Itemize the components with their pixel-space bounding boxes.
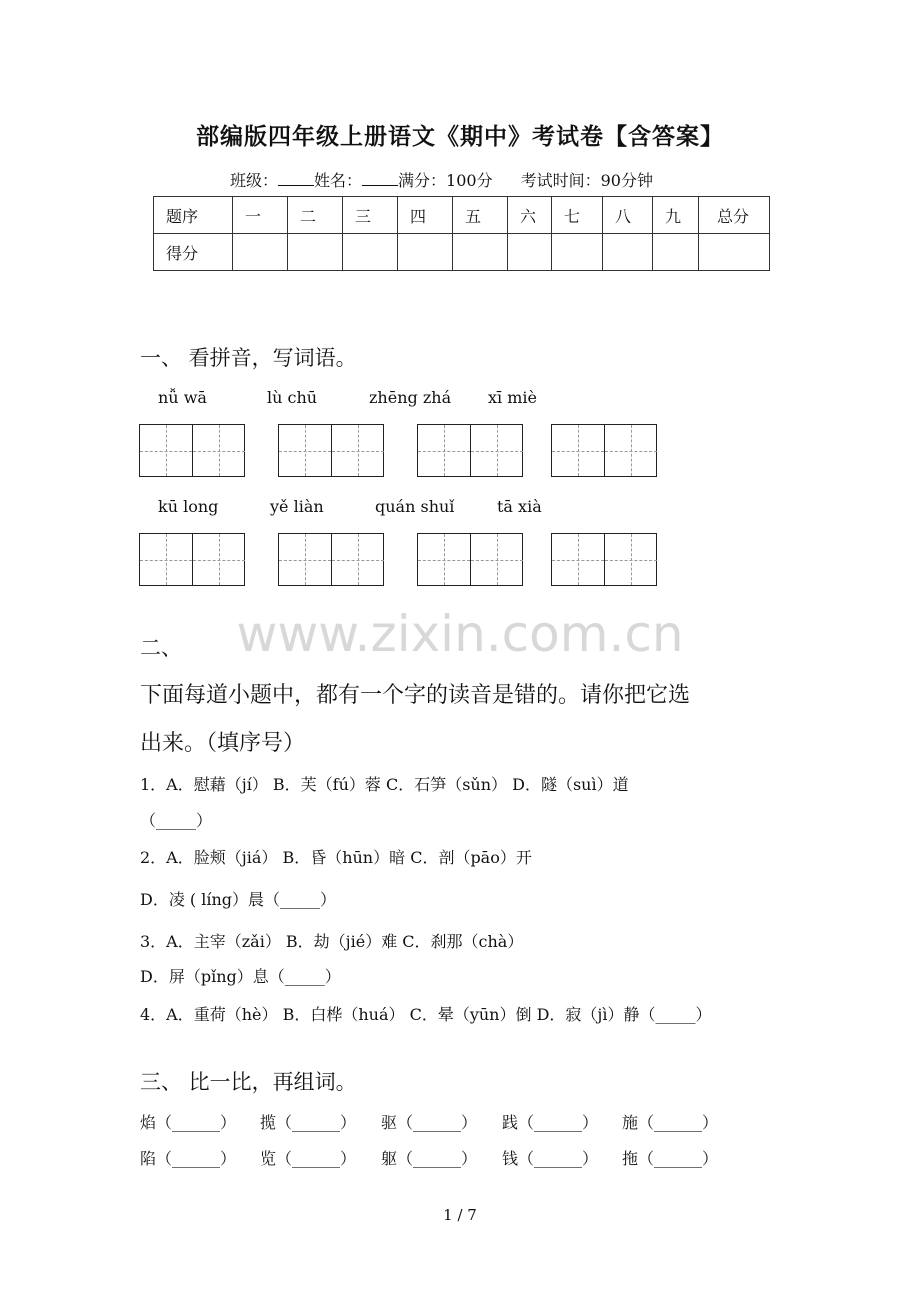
section-3-heading: 三、 比一比，再组词。 [140, 1070, 357, 1094]
score-table [153, 196, 770, 271]
pinyin-label: nǚ wā [158, 388, 207, 407]
question-3-option-d[interactable]: D．屏（pǐng）息（_____） [140, 967, 341, 986]
score-table-score-row [154, 234, 770, 271]
score-cell [233, 234, 288, 271]
pinyin-label: lù chū [267, 388, 318, 407]
writing-grid[interactable] [551, 533, 657, 586]
score-cell [552, 234, 603, 271]
score-cell [603, 234, 653, 271]
compare-item[interactable]: 陷（______） [140, 1149, 237, 1168]
compare-item[interactable]: 躯（______） [381, 1149, 478, 1168]
pinyin-label: tā xià [497, 497, 542, 516]
score-cell [453, 234, 508, 271]
exam-info-line [230, 168, 653, 191]
score-header-cell: 八 [603, 197, 653, 234]
pinyin-label: quán shuǐ [375, 497, 455, 516]
compare-item[interactable]: 驱（______） [381, 1113, 478, 1132]
score-header-cell: 三 [343, 197, 398, 234]
writing-grid[interactable] [417, 424, 523, 477]
writing-grid[interactable] [551, 424, 657, 477]
score-header-cell: 六 [508, 197, 552, 234]
section-2-instruction: 下面每道小题中，都有一个字的读音是错的。请你把它选 [140, 683, 691, 708]
page-number: 1 / 7 [443, 1206, 477, 1224]
writing-grid[interactable] [139, 533, 245, 586]
full-score-label: 满分：100分 [398, 171, 493, 190]
score-row-label: 得分 [154, 234, 233, 271]
writing-grid[interactable] [278, 424, 384, 477]
pinyin-label: zhēng zhá [369, 388, 452, 407]
score-cell [343, 234, 398, 271]
writing-grid[interactable] [139, 424, 245, 477]
score-cell [508, 234, 552, 271]
compare-item[interactable]: 践（______） [502, 1113, 599, 1132]
score-header-cell: 二 [288, 197, 343, 234]
score-header-cell: 四 [398, 197, 453, 234]
question-1-answer-blank[interactable]: （_____） [140, 811, 213, 830]
writing-grid[interactable] [278, 533, 384, 586]
question-3: 3．A．主宰（zǎi） B．劫（jié）难 C．刹那（chà） [140, 932, 524, 951]
writing-grid[interactable] [417, 533, 523, 586]
exam-time-label: 考试时间：90分钟 [520, 171, 653, 190]
compare-item[interactable]: 拖（______） [622, 1149, 719, 1168]
name-label: 姓名： [314, 171, 363, 190]
section-2-heading: 二、 [140, 636, 182, 660]
score-header-cell: 七 [552, 197, 603, 234]
class-label: 班级： [230, 171, 279, 190]
section-2-instruction: 出来。（填序号） [140, 731, 306, 756]
section-1-heading: 一、 看拼音，写词语。 [140, 346, 357, 370]
score-header-cell: 五 [453, 197, 508, 234]
compare-item[interactable]: 施（______） [622, 1113, 719, 1132]
score-cell [288, 234, 343, 271]
question-2-option-d[interactable]: D．凌 ( líng）晨（_____） [140, 890, 337, 909]
watermark: www.zixin.com.cn [236, 605, 684, 663]
compare-item[interactable]: 揽（______） [260, 1113, 357, 1132]
question-4[interactable]: 4．A．重荷（hè） B．白桦（huá） C．晕（yūn）倒 D．寂（jì）静（_____） [140, 1005, 712, 1024]
score-cell [699, 234, 770, 271]
score-cell [398, 234, 453, 271]
score-header-cell: 九 [653, 197, 699, 234]
pinyin-label: xī miè [488, 388, 537, 407]
class-blank [278, 171, 314, 186]
pinyin-label: yě liàn [270, 497, 324, 516]
score-header-cell: 总分 [699, 197, 770, 234]
pinyin-label: kū long [158, 497, 219, 516]
compare-item[interactable]: 钱（______） [502, 1149, 599, 1168]
name-blank [362, 171, 398, 186]
compare-item[interactable]: 览（______） [260, 1149, 357, 1168]
exam-title: 部编版四年级上册语文《期中》考试卷【含答案】 [196, 123, 724, 150]
score-cell [653, 234, 699, 271]
score-table-header-row [154, 197, 770, 234]
score-header-cell: 一 [233, 197, 288, 234]
question-2: 2．A．脸颊（jiá） B．昏（hūn）暗 C．剖（pāo）开 [140, 848, 532, 867]
compare-item[interactable]: 焰（______） [140, 1113, 237, 1132]
question-1: 1．A．慰藉（jí） B．芙（fú）蓉 C．石笋（sǔn） D．隧（suì）道 [140, 775, 629, 794]
score-header-cell: 题序 [154, 197, 233, 234]
